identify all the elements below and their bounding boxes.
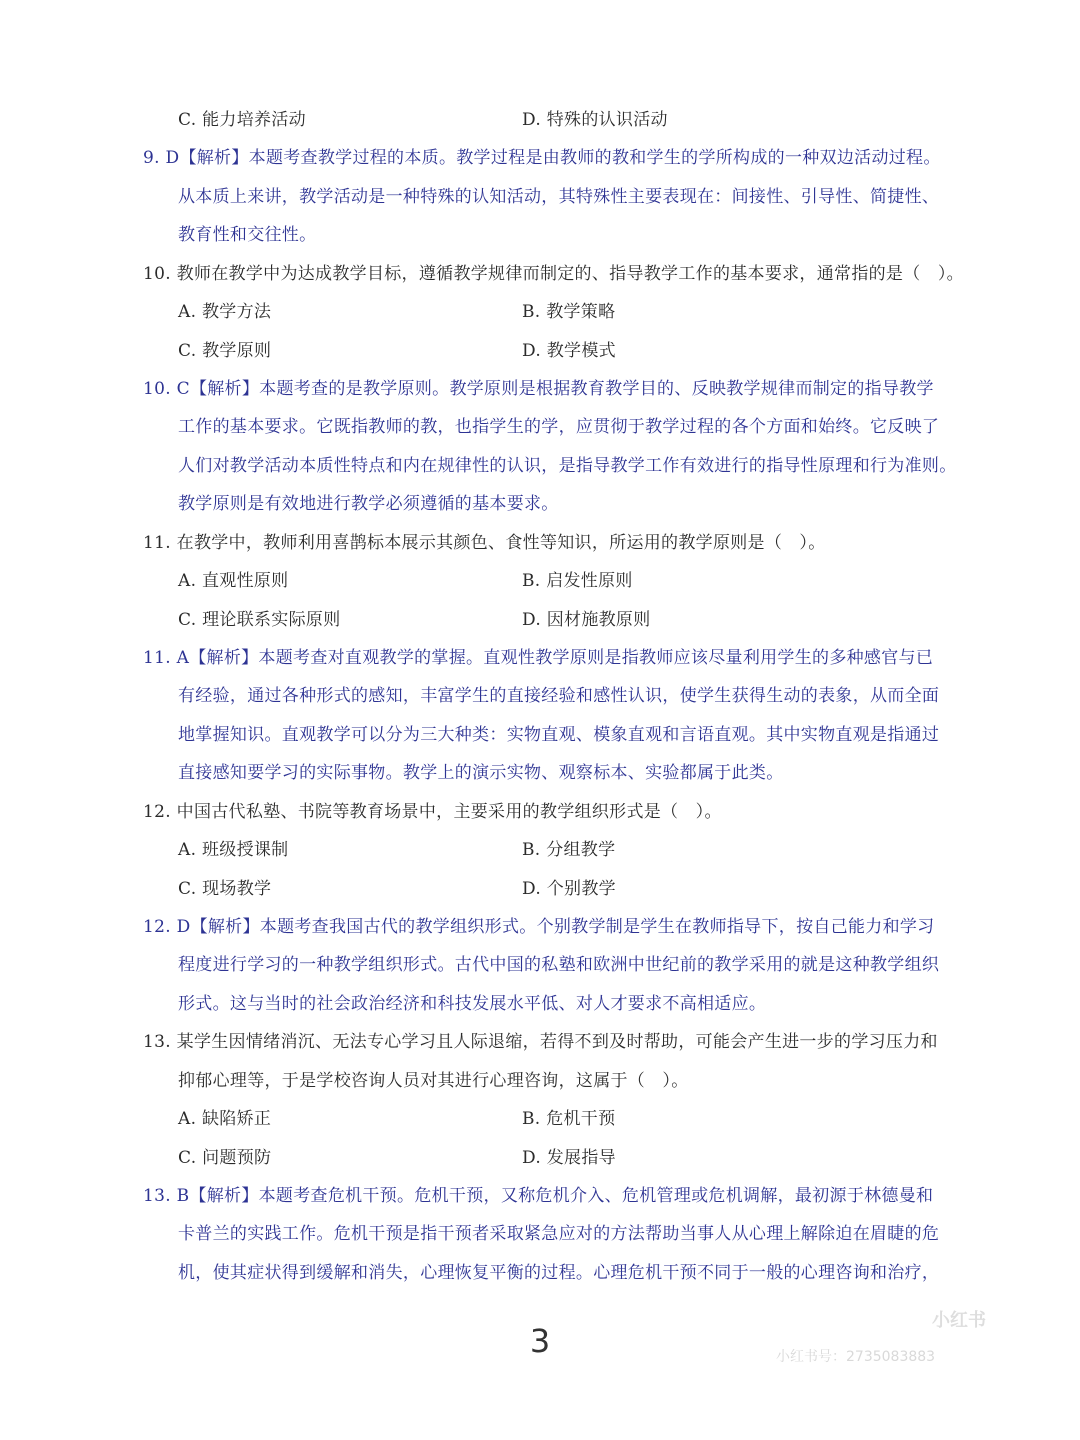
option-8d: D. 特殊的认识活动	[522, 110, 668, 130]
question-10: 10. 教师在教学中为达成教学目标，遵循教学规律而制定的、指导教学工作的基本要求，通常指的是（ ）。	[143, 264, 964, 284]
option-10c: C. 教学原则	[178, 341, 272, 361]
option-12a: A. 班级授课制	[178, 840, 289, 860]
answer-13-line-1: 13. B【解析】本题考查危机干预。危机干预，又称危机介入、危机管理或危机调解，最初源于林德曼和	[143, 1186, 934, 1206]
answer-9-line-2: 从本质上来讲，教学活动是一种特殊的认知活动，其特殊性主要表现在：间接性、引导性、简捷性、	[178, 187, 940, 207]
answer-11-line-2: 有经验，通过各种形式的感知，丰富学生的直接经验和感性认识，使学生获得生动的表象，从而全面	[178, 686, 940, 706]
option-12c: C. 现场教学	[178, 879, 272, 899]
answer-12-line-3: 形式。这与当时的社会政治经济和科技发展水平低、对人才要求不高相适应。	[178, 994, 767, 1014]
option-11d: D. 因材施教原则	[522, 610, 651, 630]
answer-12-line-1: 12. D【解析】本题考查我国古代的教学组织形式。个别教学制是学生在教师指导下，按自己能力和学习	[143, 917, 935, 937]
watermark-logo: 小红书	[932, 1310, 986, 1331]
question-11: 11. 在教学中，教师利用喜鹊标本展示其颜色、食性等知识，所运用的教学原则是（ ）。	[143, 533, 826, 553]
answer-13-line-2: 卡普兰的实践工作。危机干预是指干预者采取紧急应对的方法帮助当事人从心理上解除迫在眉睫的危	[178, 1224, 940, 1244]
answer-11-line-1: 11. A【解析】本题考查对直观教学的掌握。直观性教学原则是指教师应该尽量利用学生的多种感官与已	[143, 648, 934, 668]
question-13-line-1: 13. 某学生因情绪消沉、无法专心学习且人际退缩，若得不到及时帮助，可能会产生进一步的学习压力和	[143, 1032, 938, 1052]
option-13b: B. 危机干预	[522, 1109, 616, 1129]
answer-10-line-2: 工作的基本要求。它既指教师的教，也指学生的学，应贯彻于教学过程的各个方面和始终。它反映了	[178, 417, 940, 437]
answer-11-line-4: 直接感知要学习的实际事物。教学上的演示实物、观察标本、实验都属于此类。	[178, 763, 784, 783]
option-13d: D. 发展指导	[522, 1148, 616, 1168]
watermark-id: 小红书号：2735083883	[776, 1349, 936, 1365]
answer-10-line-3: 人们对教学活动本质性特点和内在规律性的认识，是指导教学工作有效进行的指导性原理和行为准则。	[178, 456, 957, 476]
page-number: 3	[529, 1322, 551, 1360]
option-11b: B. 启发性原则	[522, 571, 633, 591]
answer-10-line-1: 10. C【解析】本题考查的是教学原则。教学原则是根据教育教学目的、反映教学规律而制定的指导教学	[143, 379, 934, 399]
question-12: 12. 中国古代私塾、书院等教育场景中，主要采用的教学组织形式是（ ）。	[143, 802, 722, 822]
answer-9-line-3: 教育性和交往性。	[178, 225, 317, 245]
option-8c: C. 能力培养活动	[178, 110, 306, 130]
option-12b: B. 分组教学	[522, 840, 616, 860]
option-11c: C. 理论联系实际原则	[178, 610, 341, 630]
option-13c: C. 问题预防	[178, 1148, 272, 1168]
option-10b: B. 教学策略	[522, 302, 616, 322]
answer-12-line-2: 程度进行学习的一种教学组织形式。古代中国的私塾和欧洲中世纪前的教学采用的就是这种教学组织	[178, 955, 940, 975]
question-13-line-2: 抑郁心理等，于是学校咨询人员对其进行心理咨询，这属于（ ）。	[178, 1071, 689, 1091]
option-11a: A. 直观性原则	[178, 571, 289, 591]
answer-9-line-1: 9. D【解析】本题考查教学过程的本质。教学过程是由教师的教和学生的学所构成的一种双边活动过程。	[143, 148, 941, 168]
option-12d: D. 个别教学	[522, 879, 616, 899]
option-10d: D. 教学模式	[522, 341, 616, 361]
option-13a: A. 缺陷矫正	[178, 1109, 272, 1129]
answer-11-line-3: 地掌握知识。直观教学可以分为三大种类：实物直观、模象直观和言语直观。其中实物直观是指通过	[178, 725, 940, 745]
answer-10-line-4: 教学原则是有效地进行教学必须遵循的基本要求。	[178, 494, 559, 514]
option-10a: A. 教学方法	[178, 302, 272, 322]
answer-13-line-3: 机，使其症状得到缓解和消失，心理恢复平衡的过程。心理危机干预不同于一般的心理咨询和治疗，	[178, 1263, 940, 1283]
